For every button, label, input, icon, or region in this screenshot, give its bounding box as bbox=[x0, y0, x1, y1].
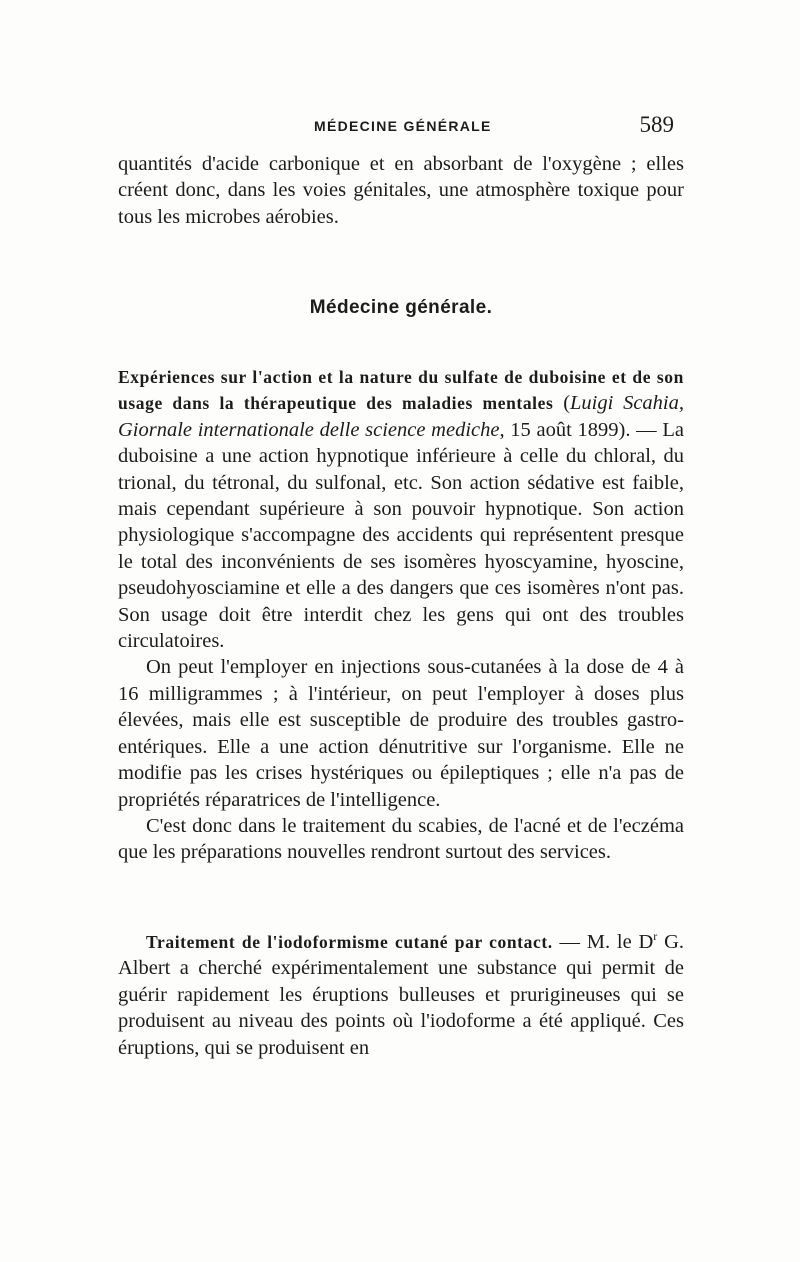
article-title: Expériences sur l'action et la nature du sulfate de duboisine et de son usage dans la thérapeutique des maladies mentales bbox=[118, 367, 684, 414]
doctor-abbrev-sup: r bbox=[653, 929, 658, 944]
article-paragraph-2: On peut l'employer en injections sous-cutanées à la dose de 4 à 16 milligrammes ; à l'intérieur, on peut l'employer à doses plus élevées, mais elle est susceptible de produire des troubles gastro-entériques. Elle a une action dénutritive sur l'organisme. Elle ne modifie pas les crises hystériques ou épileptiques ; elle n'a pas de propriétés réparatrices de l'intelligence. bbox=[118, 656, 684, 811]
article-duboisine bbox=[118, 364, 684, 866]
intro-text bbox=[118, 151, 684, 230]
article-citation: Luigi Scahia, Giornale internationale delle science mediche bbox=[118, 392, 685, 441]
article-iodoformisme bbox=[118, 929, 684, 1061]
article-paragraph-3: C'est donc dans le traitement du scabies, de l'acné et de l'eczéma que les préparations nouvelles rendront surtout des services. bbox=[118, 814, 684, 864]
running-head: MÉDECINE GÉNÉRALE bbox=[314, 118, 492, 134]
article-paragraph bbox=[118, 929, 684, 1061]
section-title: Médecine générale. bbox=[309, 297, 493, 318]
title-dash: — M. le bbox=[552, 931, 639, 953]
citation-date: , 15 août 1899). bbox=[499, 418, 631, 441]
page-header bbox=[118, 112, 674, 142]
article-title: Traitement de l'iodoformisme cutané par contact. bbox=[146, 932, 553, 952]
doctor-abbrev: D bbox=[638, 931, 654, 953]
intro-paragraph: quantités d'acide carbonique et en absorbant de l'oxygène ; elles créent donc, dans les voies génitales, une atmosphère toxique pour tous les microbes aérobies. bbox=[118, 153, 684, 228]
page-number: 589 bbox=[639, 112, 674, 137]
paren-open: ( bbox=[553, 392, 571, 415]
article-paragraph-1 bbox=[118, 364, 684, 654]
article-body: — La duboisine a une action hypnotique inférieure à celle du chloral, du trional, du tétronal, du sulfonal, etc. Son action sédative est faible, mais cependant supérieure à son pouvoir hypnotique. Son action physiologique s'accompagne des accidents qui représentent presque le total des inconvénients de ses isomères hyoscyamine, hyoscine, pseudohyosciamine et elle a des dangers que ces isomères n'ont pas. Son usage doit être interdit chez les gens qui ont des troubles circulatoires. bbox=[118, 418, 685, 653]
article-body: G. Albert a cherché expérimentalement une substance qui permit de guérir rapidement les éruptions bulleuses et prurigineuses qui se produisent au niveau des points où l'iodoforme a été appliqué. Ces éruptions, qui se produisent en bbox=[118, 931, 684, 1059]
